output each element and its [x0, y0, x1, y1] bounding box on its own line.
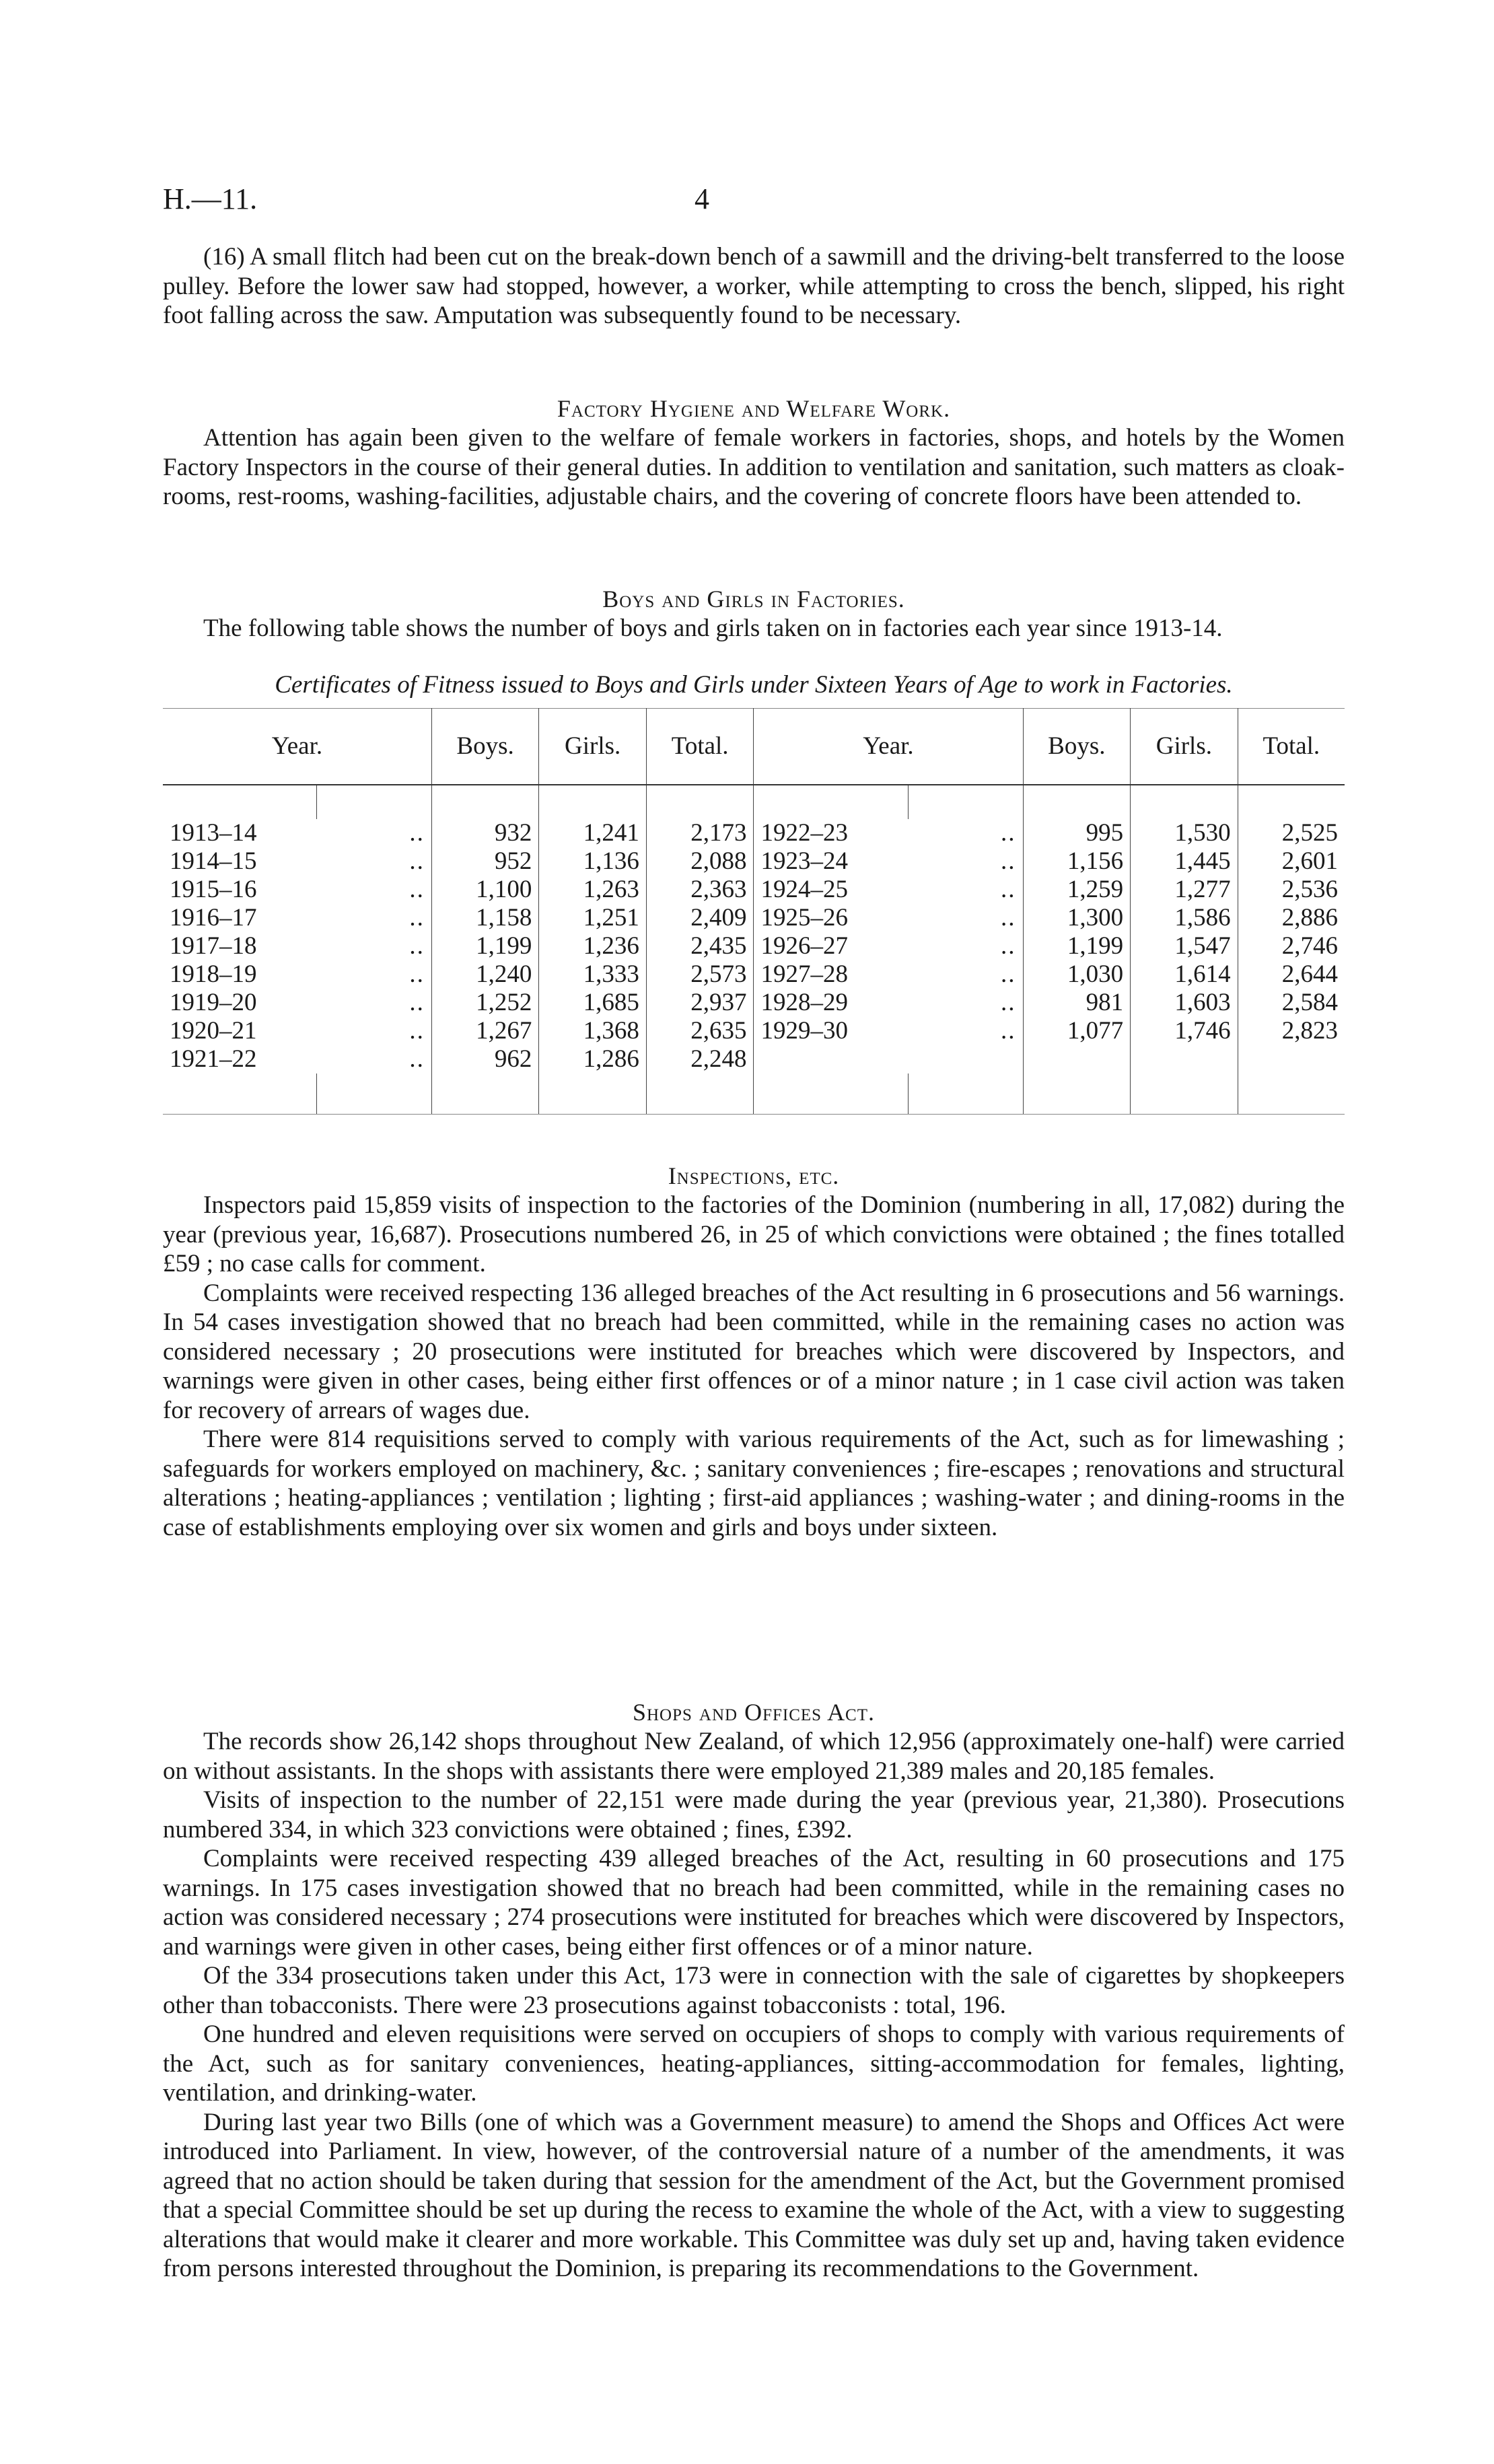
- table-cell: 1,530: [1131, 819, 1238, 847]
- table-cell: ..: [317, 960, 432, 989]
- table-cell: ..: [909, 847, 1024, 876]
- table-cell: 1,586: [1131, 904, 1238, 932]
- table-cell: 1,333: [539, 960, 647, 989]
- table-cell: 1924–25: [754, 876, 909, 904]
- table-cell: ..: [317, 819, 432, 847]
- table-cell: ..: [909, 932, 1024, 960]
- paragraph: Complaints were received respecting 136 alleged breaches of the Act resulting in 6 prosecutions and 56 warnings. In 54 cases investigation showed that no breach had been committed, while in the remaining cases no action was considered necessary ; 20 prosecutions were instituted for breaches which were discovered by Inspectors, and warnings were given in other cases, being either first offences or of a minor nature ; in 1 case civil action was taken for recovery of arrears of wages due.: [163, 1279, 1345, 1424]
- table-cell: 1920–21: [170, 1016, 257, 1045]
- table-cell: ..: [909, 876, 1024, 904]
- table-cell: ..: [317, 847, 432, 876]
- table-cell: 1927–28: [754, 960, 909, 989]
- table-cell: 1,547: [1131, 932, 1238, 960]
- boys-girls-section: [163, 584, 1345, 1115]
- table-row: [163, 904, 1345, 932]
- paragraph: During last year two Bills (one of which was a Government measure) to amend the Shops and Offices Act were introduced into Parliament. In view, however, of the controversial nature of a number of the amendments, it was agreed that no action should be taken during that session for the amendment of the Act, but the Government promised that a special Committee should be set up during the recess to examine the whole of the Act, with a view to suggesting alterations that would make it clearer and more workable. This Committee was duly set up and, having taken evidence from persons interested throughout the Dominion, is preparing its recommendations to the Government.: [163, 2108, 1345, 2282]
- table-caption: Certificates of Fitness issued to Boys and Girls under Sixteen Years of Age to work in Factories.: [275, 670, 1233, 699]
- table-cell: 932: [431, 819, 539, 847]
- paragraph: The records show 26,142 shops throughout New Zealand, of which 12,956 (approximately one-half) were carried on without assistants. In the shops with assistants there were employed 21,389 males and 20,185 females.: [163, 1728, 1345, 1785]
- table-cell: 1926–27: [754, 932, 909, 960]
- paragraph: The following table shows the number of boys and girls taken on in factories each year since 1913-14.: [203, 614, 1223, 642]
- table-cell: 1928–29: [754, 989, 909, 1017]
- table-row: [163, 989, 1345, 1017]
- table-cell: 1,259: [1023, 876, 1131, 904]
- section-heading: Shops and Offices Act.: [632, 1699, 876, 1726]
- table-cell: 1,156: [1023, 847, 1131, 876]
- table-cell: 1915–16: [170, 875, 257, 903]
- table-row: [163, 847, 1345, 876]
- table-cell: 2,536: [1281, 875, 1338, 903]
- table-cell: 1,077: [1023, 1017, 1131, 1045]
- table-cell: 2,644: [1281, 960, 1338, 988]
- col-header: Boys.: [431, 708, 539, 785]
- table-cell: [1023, 1045, 1131, 1073]
- table-cell: 1,277: [1131, 876, 1238, 904]
- paragraph: Of the 334 prosecutions taken under this Act, 173 were in connection with the sale of cigarettes by shopkeepers other than tobacconists. There were 23 prosecutions against tobacconists : total, 196.: [163, 1962, 1345, 2019]
- table-cell: 1922–23: [754, 819, 909, 847]
- table-cell: 1,030: [1023, 960, 1131, 989]
- table-header-row: [163, 708, 1345, 785]
- section-heading: Inspections, etc.: [668, 1162, 840, 1189]
- table-cell: 1,158: [431, 904, 539, 932]
- table-cell: 1,746: [1131, 1017, 1238, 1045]
- section-heading: Factory Hygiene and Welfare Work.: [557, 395, 951, 422]
- table-cell: [909, 1045, 1024, 1073]
- table-cell: ..: [317, 904, 432, 932]
- table-cell: 2,435: [646, 932, 754, 960]
- table-cell: ..: [317, 989, 432, 1017]
- table-cell: 1,300: [1023, 904, 1131, 932]
- table-cell: 1,199: [1023, 932, 1131, 960]
- table-cell: 952: [431, 847, 539, 876]
- col-header: Girls.: [539, 708, 647, 785]
- paragraph: Complaints were received respecting 439 alleged breaches of the Act, resulting in 60 prosecutions and 175 warnings. In 175 cases investigation showed that no breach had been committed, while in the remaining cases no action was considered necessary ; 274 prosecutions were instituted for breaches which were discovered by Inspectors, and warnings were given in other cases, being either first offences or of a minor nature.: [163, 1845, 1345, 1961]
- table-cell: 1,267: [431, 1017, 539, 1045]
- table-cell: 1,614: [1131, 960, 1238, 989]
- table-cell: ..: [317, 876, 432, 904]
- paragraph: Inspectors paid 15,859 visits of inspection to the factories of the Dominion (numbering in all, 17,082) during the year (previous year, 16,687). Prosecutions numbered 26, in 25 of which convictions were obtained ; the fines totalled £59 ; no case calls for comment.: [163, 1191, 1345, 1277]
- table-cell: 2,746: [1281, 931, 1338, 960]
- table-row: [163, 1017, 1345, 1045]
- table-cell: 2,584: [1281, 988, 1338, 1016]
- page-header: [163, 182, 1345, 216]
- table-cell: 1,252: [431, 989, 539, 1017]
- table-cell: 1925–26: [754, 904, 909, 932]
- col-header: Boys.: [1023, 708, 1131, 785]
- table-cell: 1,136: [539, 847, 647, 876]
- col-header: Girls.: [1131, 708, 1238, 785]
- table-cell: [754, 1045, 909, 1073]
- certificates-table: [163, 708, 1345, 1115]
- table-cell: 1918–19: [170, 960, 257, 988]
- col-header: Total.: [646, 708, 754, 785]
- table-cell: 2,886: [1281, 903, 1338, 931]
- table-cell: 1,263: [539, 876, 647, 904]
- table-cell: 1919–20: [170, 988, 257, 1016]
- paragraph: (16) A small flitch had been cut on the break-down bench of a sawmill and the driving-belt transferred to the loose pulley. Before the lower saw had stopped, however, a worker, while attempting to cross the bench, slipped, his right foot falling across the saw. Amputation was subsequently found to be necessary.: [163, 243, 1345, 329]
- table-cell: ..: [909, 819, 1024, 847]
- table-cell: 1,236: [539, 932, 647, 960]
- table-cell: ..: [317, 932, 432, 960]
- table-cell: 1917–18: [170, 931, 257, 960]
- table-cell: ..: [909, 989, 1024, 1017]
- document-ref: H.—11.: [163, 182, 258, 215]
- table-cell: 2,409: [646, 904, 754, 932]
- table-cell: 995: [1023, 819, 1131, 847]
- paragraph: Attention has again been given to the welfare of female workers in factories, shops, and hotels by the Women Factory Inspectors in the course of their general duties. In addition to ventilation and sanitation, such matters as cloak-rooms, rest-rooms, washing-facilities, adjustable chairs, and the covering of concrete floors have been attended to.: [163, 424, 1345, 510]
- table-cell: 2,248: [646, 1045, 754, 1073]
- table-cell: 2,363: [646, 876, 754, 904]
- table-cell: ..: [909, 960, 1024, 989]
- table-cell: 2,525: [1281, 818, 1338, 847]
- table-cell: 1921–22: [170, 1045, 257, 1073]
- table-cell: 1,241: [539, 819, 647, 847]
- shops-section: [163, 1697, 1345, 2284]
- section-heading: Boys and Girls in Factories.: [602, 586, 905, 612]
- table-row: [163, 819, 1345, 847]
- paragraph: One hundred and eleven requisitions were served on occupiers of shops to comply with various requirements of the Act, such as for sanitary conveniences, heating-appliances, sitting-accommodation for females, lighting, ventilation, and drinking-water.: [163, 2020, 1345, 2107]
- table-row: [163, 876, 1345, 904]
- table-cell: ..: [317, 1017, 432, 1045]
- table-cell: 1,368: [539, 1017, 647, 1045]
- table-row: [163, 932, 1345, 960]
- paragraph: There were 814 requisitions served to comply with various requirements of the Act, such as for limewashing ; safeguards for workers employed on machinery, &c. ; sanitary conveniences ; fire-escapes ; renovations and structural alterations ; heating-appliances ; ventilation ; lighting ; first-aid appliances ; washing-water ; and dining-rooms in the case of establishments employing over six women and girls and boys under sixteen.: [163, 1425, 1345, 1541]
- table-row: [163, 1045, 1345, 1073]
- table-cell: 962: [431, 1045, 539, 1073]
- hygiene-section: [163, 394, 1345, 512]
- table-cell: [1238, 1045, 1345, 1073]
- table-cell: 1,685: [539, 989, 647, 1017]
- table-cell: 2,173: [646, 819, 754, 847]
- table-cell: 2,088: [646, 847, 754, 876]
- table-cell: ..: [909, 904, 1024, 932]
- col-header: Total.: [1238, 708, 1345, 785]
- table-cell: 1,445: [1131, 847, 1238, 876]
- table-cell: 2,937: [646, 989, 754, 1017]
- table-cell: ..: [317, 1045, 432, 1073]
- table-cell: 1923–24: [754, 847, 909, 876]
- col-header: Year.: [754, 708, 1023, 785]
- table-cell: 2,573: [646, 960, 754, 989]
- inspections-section: [163, 1161, 1345, 1542]
- col-header: Year.: [163, 708, 431, 785]
- table-cell: 2,823: [1281, 1016, 1338, 1045]
- table-cell: 1913–14: [170, 818, 257, 847]
- table-cell: ..: [909, 1017, 1024, 1045]
- table-cell: 1914–15: [170, 847, 257, 875]
- table-cell: 981: [1023, 989, 1131, 1017]
- table-cell: 1,100: [431, 876, 539, 904]
- table-cell: 1929–30: [754, 1017, 909, 1045]
- table-cell: 1,603: [1131, 989, 1238, 1017]
- table-cell: 2,635: [646, 1017, 754, 1045]
- page-number: 4: [695, 182, 709, 215]
- table-cell: 2,601: [1281, 847, 1338, 875]
- paragraph: Visits of inspection to the number of 22,151 were made during the year (previous year, 21,380). Prosecutions numbered 334, in which 323 convictions were obtained ; fines, £392.: [163, 1786, 1345, 1843]
- table-cell: 1,240: [431, 960, 539, 989]
- table-row: [163, 960, 1345, 989]
- table-cell: [1131, 1045, 1238, 1073]
- table-cell: 1,251: [539, 904, 647, 932]
- table-cell: 1,199: [431, 932, 539, 960]
- table-cell: 1916–17: [170, 903, 257, 931]
- para-16: [163, 242, 1345, 330]
- table-cell: 1,286: [539, 1045, 647, 1073]
